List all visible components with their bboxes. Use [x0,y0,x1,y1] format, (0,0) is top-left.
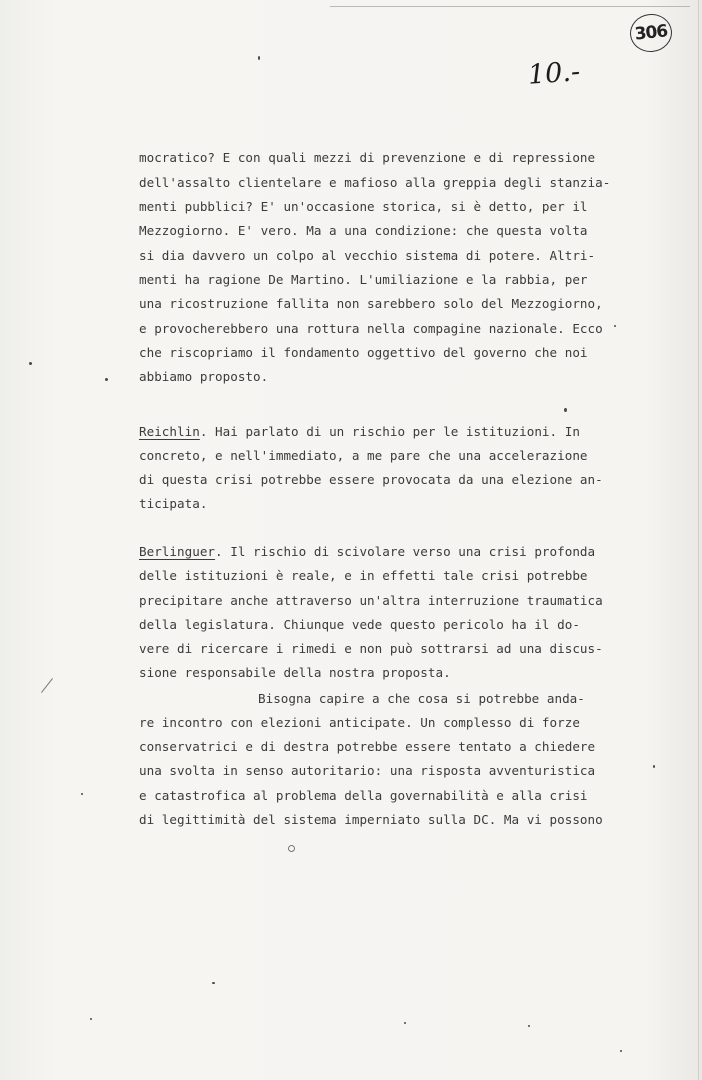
scan-speck [81,793,83,795]
text-line: della legislatura. Chiunque vede questo pericolo ha il do- [139,617,580,632]
text-line: mocratico? E con quali mezzi di prevenzione e di repressione [139,150,596,165]
text-line [139,424,580,440]
scan-speck [258,56,260,60]
page-number: 10.- [526,56,582,91]
text-line: Mezzogiorno. E' vero. Ma a una condizione: che questa volta [139,223,588,238]
text-line: menti pubblici? E' un'occasione storica, si è detto, per il [139,199,588,214]
text-line-rest: . Il rischio di scivolare verso una crisi profonda [215,544,596,559]
text-line: ticipata. [139,496,208,511]
text-line-rest: . Hai parlato di un rischio per le istituzioni. In [199,424,580,439]
scan-speck [564,408,567,412]
text-line: e catastrofica al problema della governabilità e alla crisi [139,788,588,803]
text-line: Bisogna capire a che cosa si potrebbe anda- [258,691,585,706]
text-line: menti ha ragione De Martino. L'umiliazione e la rabbia, per [139,272,588,287]
text-line: dell'assalto clientelare e mafioso alla greppia degli stanzia- [139,175,611,190]
text-line: una svolta in senso autoritario: una risposta avventuristica [139,763,596,778]
paper-right-edge [698,0,699,1080]
scan-speck [404,1022,406,1024]
text-line: vere di ricercare i rimedi e non può sottrarsi ad una discus- [139,641,603,656]
scan-speck [29,362,32,365]
text-line: si dia davvero un colpo al vecchio sistema di potere. Altri- [139,248,596,263]
scan-speck [212,982,215,984]
text-line: di legittimità del sistema imperniato sulla DC. Ma vi possono [139,812,603,827]
scan-speck [90,1018,92,1020]
scan-speck [653,765,655,768]
scan-speck [528,1025,530,1027]
archive-stamp: 306 [628,12,674,54]
text-line: precipitare anche attraverso un'altra interruzione traumatica [139,593,603,608]
text-line: abbiamo proposto. [139,369,269,384]
scan-speck [620,1050,622,1052]
scan-speck [105,378,108,381]
text-line: conservatrici e di destra potrebbe essere tentato a chiedere [139,739,596,754]
speaker-name: Reichlin [139,424,200,439]
text-line: re incontro con elezioni anticipate. Un complesso di forze [139,715,580,730]
text-line: una ricostruzione fallita non sarebbero solo del Mezzogiorno, [139,296,603,311]
scan-ring-mark [288,845,295,852]
text-line: delle istituzioni è reale, e in effetti tale crisi potrebbe [139,568,588,583]
scan-stroke-mark [41,678,53,693]
text-line [139,544,595,560]
paper-top-edge [330,6,690,7]
text-line: sione responsabile della nostra proposta. [139,665,451,680]
speaker-name: Berlinguer [139,544,216,559]
text-line: concreto, e nell'immediato, a me pare che una accelerazione [139,448,588,463]
scan-speck [614,325,616,327]
text-line: di questa crisi potrebbe essere provocata da una elezione an- [139,472,603,487]
text-line: che riscopriamo il fondamento oggettivo del governo che noi [139,345,588,360]
text-line: e provocherebbero una rottura nella compagine nazionale. Ecco [139,321,603,336]
